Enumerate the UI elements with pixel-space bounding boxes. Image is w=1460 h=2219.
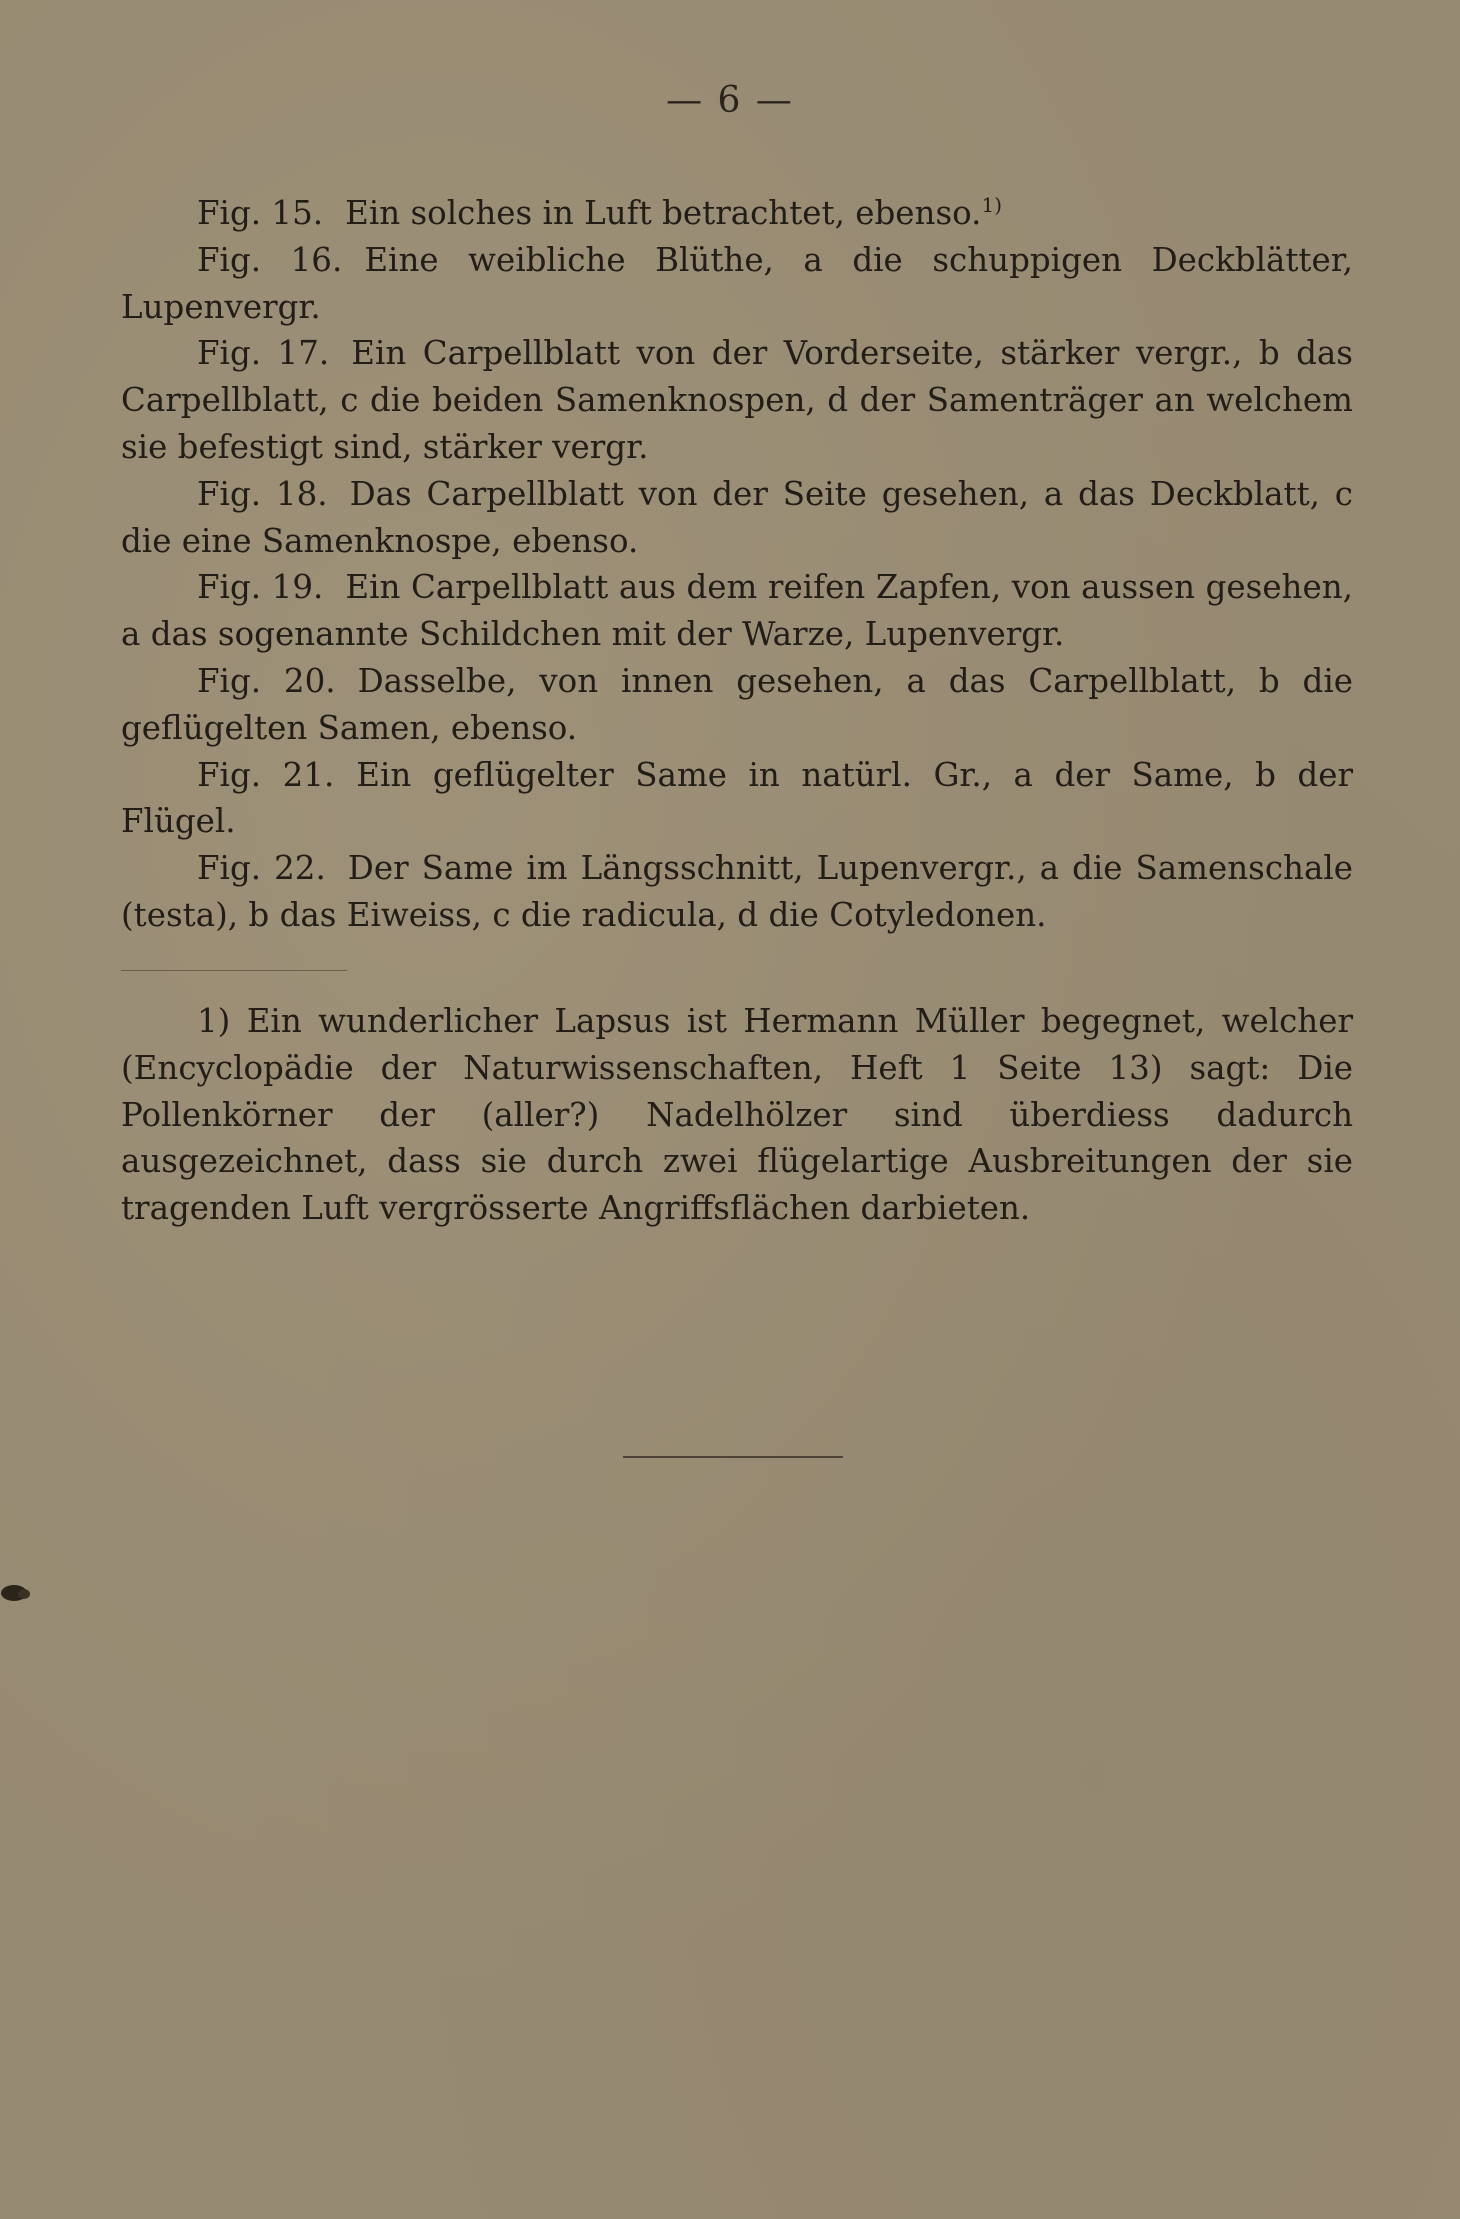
figure-caption: Der Same im Längsschnitt, Lupenvergr., a die Samenschale (testa), b das Eiweiss, c die radicula, d die Cotyledonen. — [121, 849, 1353, 934]
figure-entry-21 — [121, 752, 1353, 846]
figure-label: Fig. 17. — [197, 334, 330, 373]
figure-label: Fig. 19. — [197, 568, 324, 607]
figure-entry-20 — [121, 658, 1353, 752]
end-rule — [623, 1456, 843, 1458]
figure-caption: Ein Carpellblatt aus dem reifen Zapfen, von aussen gesehen, a das sogenannte Schildchen mit der Warze, Lupenvergr. — [121, 568, 1353, 654]
figure-caption: Das Carpellblatt von der Seite gesehen, a das Deckblatt, c die eine Samenknospe, ebenso. — [121, 474, 1353, 560]
figure-legend-list — [121, 190, 1353, 939]
figure-entry-16 — [121, 237, 1353, 331]
figure-label: Fig. 20. — [197, 661, 336, 700]
figure-label: Fig. 15. — [197, 194, 324, 232]
figure-caption: Ein Carpellblatt von der Vorderseite, stärker vergr., b das Carpellblatt, c die beiden Samenknospen, d der Samenträger an welchem sie befestigt sind, stärker vergr. — [121, 334, 1353, 466]
figure-caption: Ein geflügelter Same in natürl. Gr., a der Same, b der Flügel. — [121, 755, 1353, 841]
footnote-text: Ein wunderlicher Lapsus ist Hermann Müller begegnet, welcher (Encyclopädie der Naturwissenschaften, Heft 1 Seite 13) sagt: Die Pollenkörner der (aller?) Nadelhölzer sind überdiess dadurch ausgezeichnet, dass sie durch zwei flügelartige Ausbreitungen der sie tragenden Luft vergrösserte Angriffsflächen darbieten. — [121, 1002, 1353, 1228]
figure-caption: Ein solches in Luft betrachtet, ebenso. — [345, 194, 982, 232]
page-number: — 6 — — [666, 80, 794, 121]
footnote — [121, 998, 1353, 1232]
footnote-divider — [121, 970, 347, 971]
footnote-marker: 1) — [197, 1002, 231, 1040]
figure-entry-17 — [121, 330, 1353, 470]
figure-entry-19 — [121, 564, 1353, 658]
figure-caption: Dasselbe, von innen gesehen, a das Carpellblatt, b die geflügelten Samen, ebenso. — [121, 661, 1353, 747]
figure-caption: Eine weibliche Blüthe, a die schuppigen Deckblätter, Lupenvergr. — [121, 240, 1354, 326]
figure-label: Fig. 21. — [197, 755, 335, 794]
figure-label: Fig. 18. — [197, 474, 328, 513]
figure-entry-15 — [121, 190, 1353, 237]
ink-blot-mark — [0, 1580, 32, 1606]
figure-label: Fig. 16. — [197, 240, 343, 279]
footnote-reference: 1) — [981, 193, 1002, 217]
figure-label: Fig. 22. — [197, 849, 326, 888]
figure-entry-18 — [121, 471, 1353, 565]
figure-entry-22 — [121, 845, 1353, 939]
